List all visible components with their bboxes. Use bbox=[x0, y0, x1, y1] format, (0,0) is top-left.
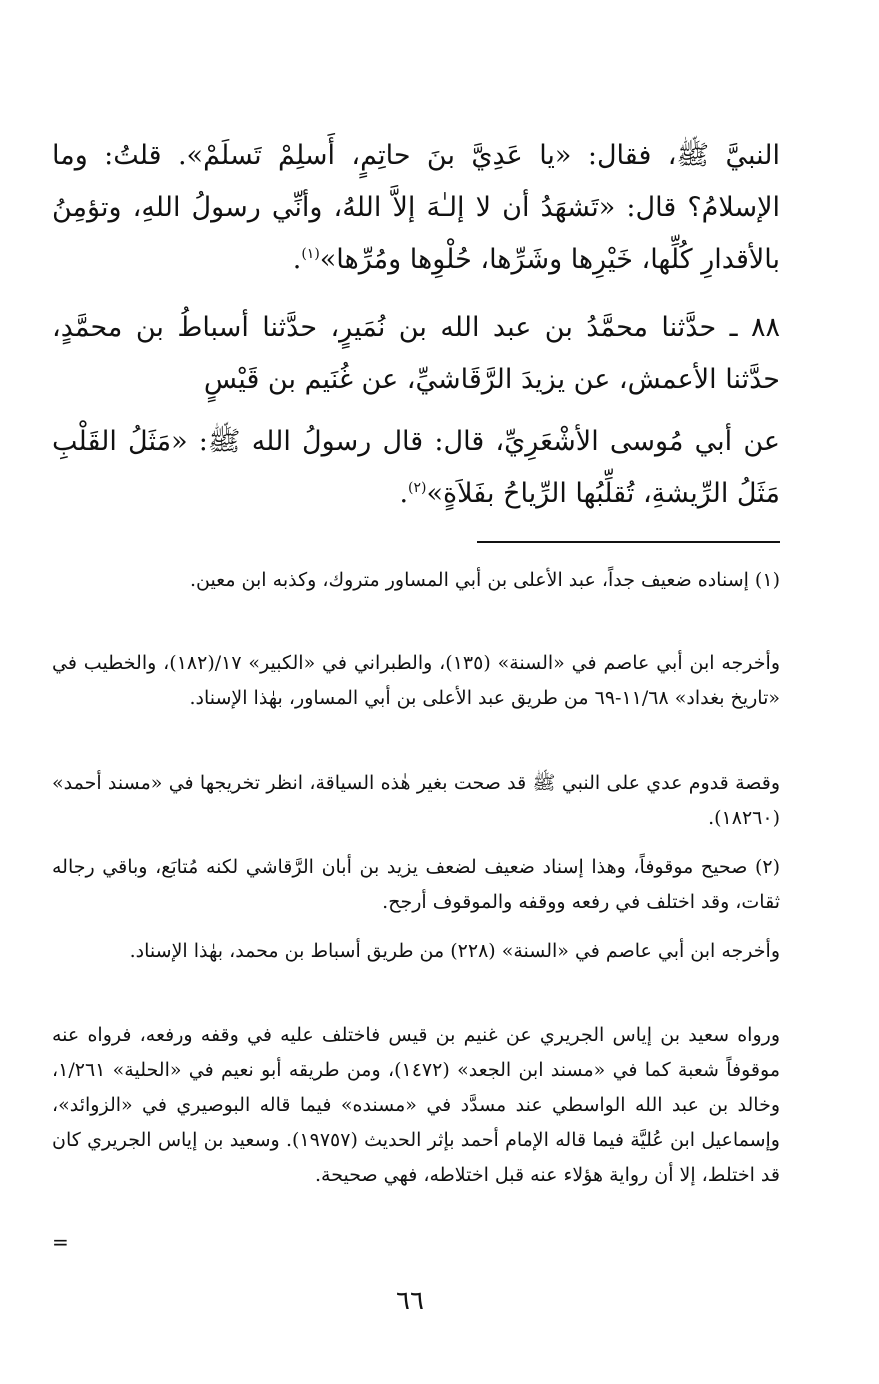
continuation-mark: = bbox=[52, 1230, 69, 1254]
main-paragraph-3-period: . bbox=[399, 478, 409, 509]
main-paragraph-1-text: النبيَّ ﷺ، فقال: «يا عَدِيَّ بنَ حاتِمٍ، أَسلِمْ تَسلَمْ». قلتُ: وما الإسلامُ؟ قال: «تَشهَدُ أن لا إلـٰهَ إلاَّ اللهُ، وأنِّي رسولُ اللهِ، وتؤمِنُ بالأقدارِ كُلِّها، خَيْرِها وشَرِّها، حُلْوِها ومُرِّها» bbox=[52, 140, 780, 275]
main-paragraph-2: ٨٨ ـ حدَّثنا محمَّدُ بن عبد الله بن نُمَيرٍ، حدَّثنا أسباطُ بن محمَّدٍ، حدَّثنا الأعمش، عن يزيدَ الرَّقَاشيِّ، عن غُنَيم بن قَيْسٍ bbox=[52, 312, 780, 395]
footnote-1-sources: وأخرجه ابن أبي عاصم في «السنة» (١٣٥)، والطبراني في «الكبير» ١٧/(١٨٢)، والخطيب في «تاريخ بغداد» ١١/٦٨-٦٩ من طريق عبد الأعلى بن أبي المساور، بهٰذا الإسناد. bbox=[52, 652, 780, 709]
main-paragraph-1-period: . bbox=[292, 244, 302, 275]
footnote-ref-2: (٢) bbox=[408, 480, 427, 496]
footnote-2-chain: ورواه سعيد بن إياس الجريري عن غنيم بن قيس فاختلف عليه في وقفه ورفعه، فرواه عنه موقوفاً شعبة كما في «مسند ابن الجعد» (١٤٧٢)، ومن طريقه أبو نعيم في «الحلية» ١/٢٦١، وخالد بن عبد الله الواسطي عند مسدَّد في «مسنده» فيما قاله البوصيري في «الزوائد»، وإسماعيل ابن عُليَّة فيما قاله الإمام أحمد بإثر الحديث (١٩٧٥٧). وسعيد بن إياس الجريري كان قد اختلط، إلا أن رواية هؤلاء عنه قبل اختلاطه، فهي صحيحة. bbox=[52, 1024, 780, 1186]
main-paragraph-3-text: عن أبي مُوسى الأشْعَرِيِّ، قال: قال رسولُ الله ﷺ: «مَثَلُ القَلْبِ مَثَلُ الرِّيشةِ، تُقلِّبُها الرِّياحُ بفَلاَةٍ» bbox=[52, 426, 780, 509]
page-number: ٦٦ bbox=[396, 1286, 424, 1316]
footnote-separator bbox=[477, 541, 780, 543]
footnote-2: (٢) صحيح موقوفاً، وهذا إسناد ضعيف لضعف يزيد بن أبان الرَّقاشي لكنه مُتابَع، وباقي رجاله ثقات، وقد اختلف في رفعه ووقفه والموقوف أرجح. bbox=[52, 856, 780, 913]
footnote-2-sources: وأخرجه ابن أبي عاصم في «السنة» (٢٢٨) من طريق أسباط بن محمد، بهٰذا الإسناد. bbox=[129, 940, 780, 962]
main-paragraph-1 bbox=[52, 130, 780, 286]
footnote-ref-1: (١) bbox=[301, 246, 320, 262]
footnote-1-story: وقصة قدوم عدي على النبي ﷺ قد صحت بغير هٰذه السياقة، انظر تخريجها في «مسند أحمد» (١٨٢٦٠). bbox=[52, 772, 780, 829]
footnote-1: (١) إسناده ضعيف جداً، عبد الأعلى بن أبي المساور متروك، وكذبه ابن معين. bbox=[189, 569, 780, 591]
main-paragraph-3 bbox=[52, 416, 780, 520]
